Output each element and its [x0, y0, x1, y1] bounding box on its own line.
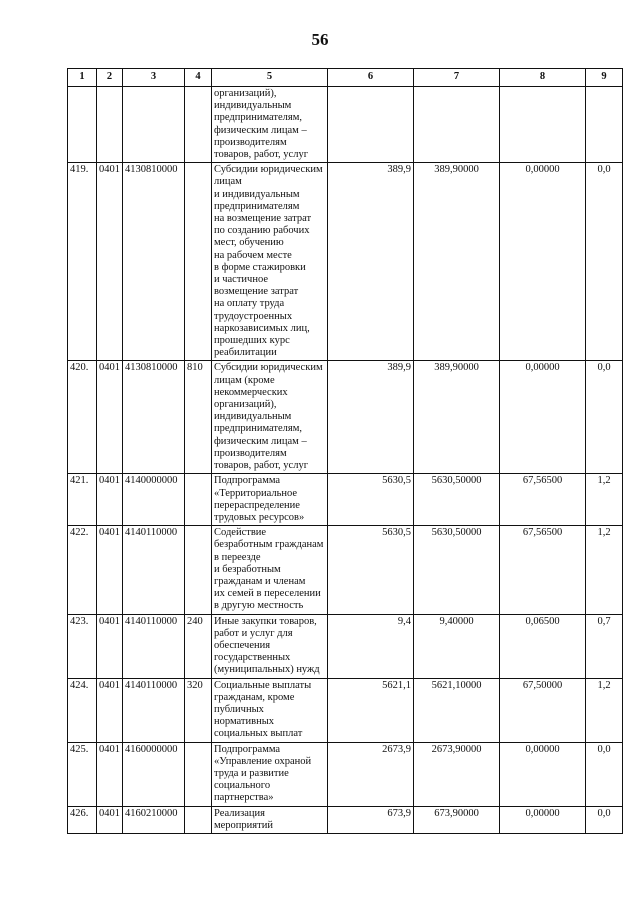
target-article-code: 4160000000 — [123, 742, 185, 806]
table-row — [68, 614, 623, 678]
value-col-6: 389,9 — [328, 361, 414, 474]
table-row — [68, 742, 623, 806]
item-name: организаций), индивидуальным предпринимателям, физическим лицам – производителям товаров, работ, услуг — [214, 88, 309, 161]
value-col-8: 0,00000 — [500, 163, 586, 361]
value-col-9: 1,2 — [586, 678, 623, 742]
header-col-5: 5 — [212, 69, 328, 87]
section-code: 0401 — [97, 163, 123, 361]
row-number: 419. — [68, 163, 97, 361]
value-col-6: 5630,5 — [328, 526, 414, 614]
header-col-9: 9 — [586, 69, 623, 87]
item-name: Реализация мероприятий — [214, 807, 273, 831]
value-col-6 — [328, 87, 414, 163]
item-name-cell — [212, 163, 328, 361]
row-number: 422. — [68, 526, 97, 614]
header-col-4: 4 — [185, 69, 212, 87]
section-code: 0401 — [97, 678, 123, 742]
expense-type-code — [185, 806, 212, 833]
value-col-6: 673,9 — [328, 806, 414, 833]
section-code — [97, 87, 123, 163]
item-name: Субсидии юридическим лицам (кроме некоммерческих организаций), индивидуальным предпринимателям, физическим лицам – производителям товаров, работ, услуг — [214, 362, 323, 472]
value-col-8: 67,50000 — [500, 678, 586, 742]
value-col-7: 389,90000 — [414, 163, 500, 361]
value-col-8: 0,00000 — [500, 806, 586, 833]
table-row — [68, 806, 623, 833]
item-name-cell — [212, 474, 328, 526]
value-col-9: 0,0 — [586, 742, 623, 806]
value-col-7: 5630,50000 — [414, 474, 500, 526]
row-number: 423. — [68, 614, 97, 678]
item-name-cell — [212, 806, 328, 833]
target-article-code: 4130810000 — [123, 163, 185, 361]
header-col-2: 2 — [97, 69, 123, 87]
table-row — [68, 361, 623, 474]
section-code: 0401 — [97, 806, 123, 833]
value-col-8: 0,00000 — [500, 742, 586, 806]
item-name-cell — [212, 361, 328, 474]
value-col-8: 0,00000 — [500, 361, 586, 474]
row-number: 425. — [68, 742, 97, 806]
budget-table — [67, 68, 623, 834]
value-col-6: 389,9 — [328, 163, 414, 361]
item-name: Подпрограмма «Управление охраной труда и развитие социального партнерства» — [214, 743, 312, 804]
value-col-8: 67,56500 — [500, 526, 586, 614]
value-col-8: 67,56500 — [500, 474, 586, 526]
value-col-7: 9,40000 — [414, 614, 500, 678]
expense-type-code — [185, 526, 212, 614]
value-col-6: 5621,1 — [328, 678, 414, 742]
item-name-cell — [212, 614, 328, 678]
target-article-code: 4140110000 — [123, 614, 185, 678]
value-col-9: 1,2 — [586, 526, 623, 614]
value-col-6: 5630,5 — [328, 474, 414, 526]
table-row — [68, 526, 623, 614]
header-col-3: 3 — [123, 69, 185, 87]
row-number: 420. — [68, 361, 97, 474]
expense-type-code — [185, 87, 212, 163]
item-name-cell — [212, 87, 328, 163]
item-name: Иные закупки товаров, работ и услуг для обеспечения государственных (муниципальных) нужд — [214, 615, 320, 676]
item-name: Социальные выплаты гражданам, кроме публичных нормативных социальных выплат — [214, 679, 312, 740]
value-col-8: 0,06500 — [500, 614, 586, 678]
value-col-9: 0,0 — [586, 806, 623, 833]
table-row — [68, 87, 623, 163]
expense-type-code — [185, 163, 212, 361]
value-col-6: 2673,9 — [328, 742, 414, 806]
row-number: 421. — [68, 474, 97, 526]
section-code: 0401 — [97, 526, 123, 614]
section-code: 0401 — [97, 614, 123, 678]
value-col-6: 9,4 — [328, 614, 414, 678]
item-name-cell — [212, 742, 328, 806]
header-col-7: 7 — [414, 69, 500, 87]
value-col-7: 389,90000 — [414, 361, 500, 474]
expense-type-code — [185, 742, 212, 806]
expense-type-code: 240 — [185, 614, 212, 678]
value-col-7: 5621,10000 — [414, 678, 500, 742]
header-col-6: 6 — [328, 69, 414, 87]
section-code: 0401 — [97, 742, 123, 806]
target-article-code: 4160210000 — [123, 806, 185, 833]
value-col-7: 673,90000 — [414, 806, 500, 833]
header-col-8: 8 — [500, 69, 586, 87]
target-article-code: 4130810000 — [123, 361, 185, 474]
table-row — [68, 474, 623, 526]
item-name: Субсидии юридическим лицам и индивидуальным предпринимателям на возмещение затрат по созданию рабочих мест, обучению на рабочем месте в форме стажировки и частичное возмещение затрат на оплату труда трудоустроенных наркозависимых лиц, прошедших курс реабилитации — [214, 164, 323, 359]
target-article-code — [123, 87, 185, 163]
item-name-cell — [212, 678, 328, 742]
target-article-code: 4140000000 — [123, 474, 185, 526]
value-col-9: 1,2 — [586, 474, 623, 526]
value-col-9 — [586, 87, 623, 163]
value-col-8 — [500, 87, 586, 163]
item-name: Содействие безработным гражданам в переезде и безработным гражданам и членам их семей в переселении в другую местность — [214, 527, 324, 612]
value-col-7: 2673,90000 — [414, 742, 500, 806]
item-name: Подпрограмма «Территориальное перераспределение трудовых ресурсов» — [214, 475, 305, 523]
target-article-code: 4140110000 — [123, 678, 185, 742]
expense-type-code — [185, 474, 212, 526]
page-number: 56 — [311, 30, 329, 49]
expense-type-code: 320 — [185, 678, 212, 742]
row-number: 426. — [68, 806, 97, 833]
expense-type-code: 810 — [185, 361, 212, 474]
header-row — [68, 69, 623, 87]
row-number — [68, 87, 97, 163]
table-row — [68, 678, 623, 742]
value-col-7 — [414, 87, 500, 163]
row-number: 424. — [68, 678, 97, 742]
section-code: 0401 — [97, 474, 123, 526]
target-article-code: 4140110000 — [123, 526, 185, 614]
value-col-9: 0,7 — [586, 614, 623, 678]
item-name-cell — [212, 526, 328, 614]
table-row — [68, 163, 623, 361]
value-col-7: 5630,50000 — [414, 526, 500, 614]
value-col-9: 0,0 — [586, 361, 623, 474]
header-col-1: 1 — [68, 69, 97, 87]
value-col-9: 0,0 — [586, 163, 623, 361]
section-code: 0401 — [97, 361, 123, 474]
